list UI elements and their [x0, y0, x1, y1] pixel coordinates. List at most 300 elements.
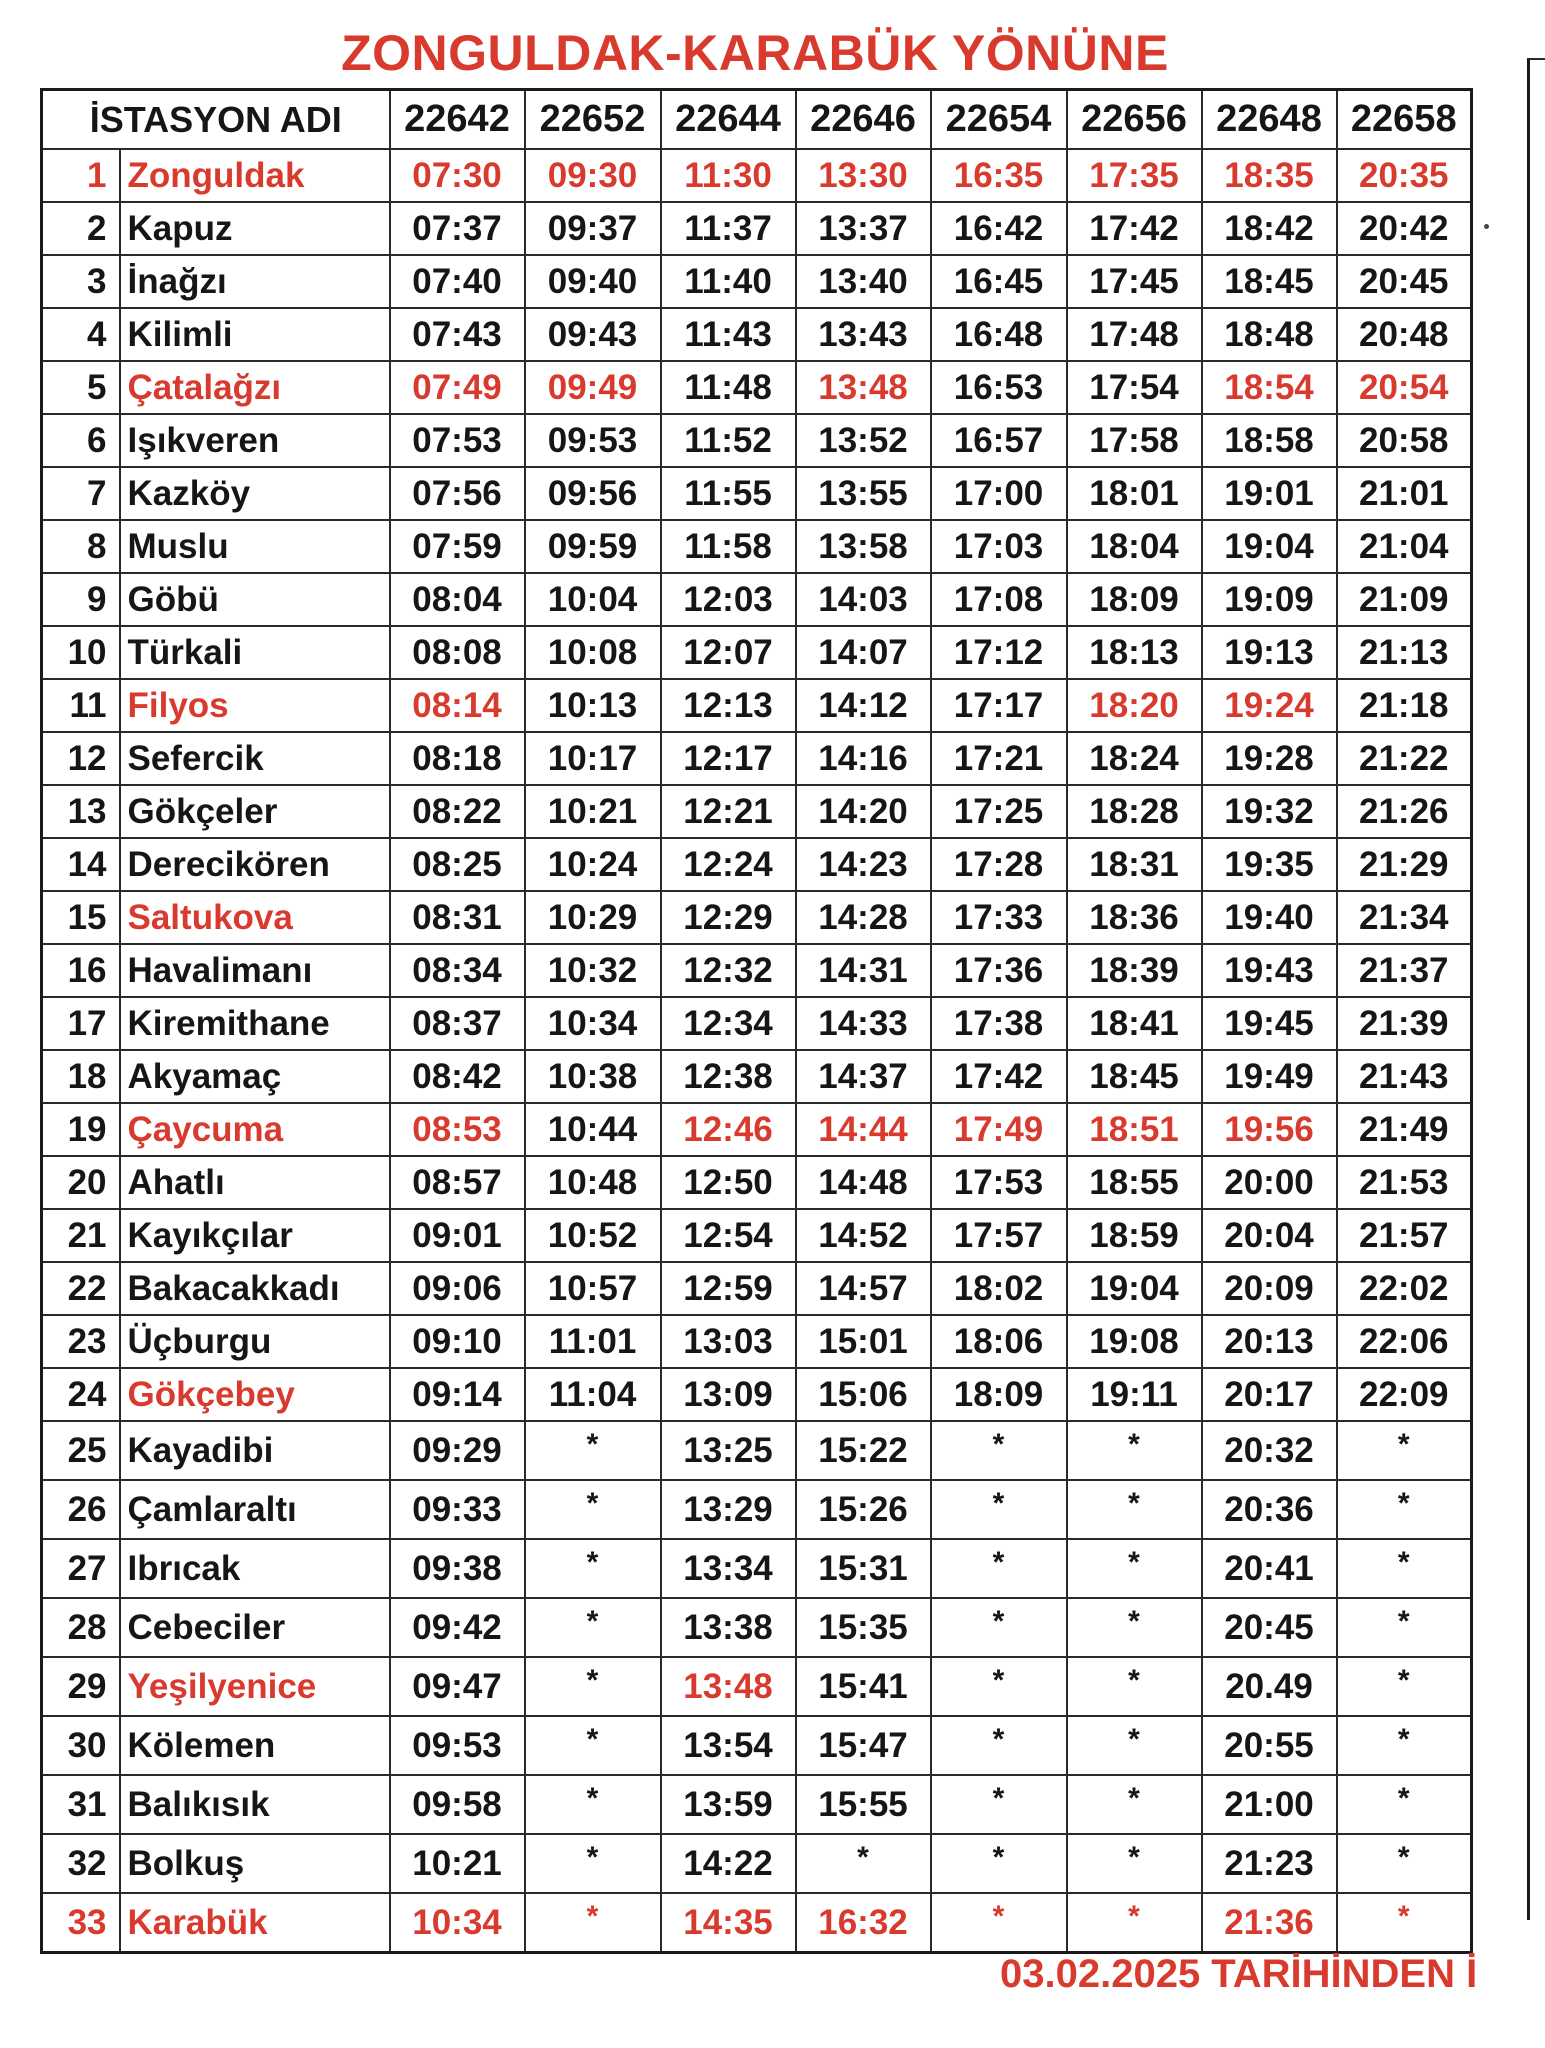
departure-time-cell: 22:02 [1337, 1262, 1472, 1315]
no-stop-cell: * [796, 1834, 931, 1893]
departure-time-cell: 19:13 [1202, 626, 1337, 679]
departure-time-cell: 09:37 [525, 202, 661, 255]
departure-time-cell: 18:04 [1067, 520, 1202, 573]
no-stop-cell: * [931, 1775, 1067, 1834]
departure-time-cell: 18:42 [1202, 202, 1337, 255]
departure-time-cell: 13:55 [796, 467, 931, 520]
departure-time-cell: 21:09 [1337, 573, 1472, 626]
station-number: 25 [42, 1421, 120, 1480]
departure-time-cell: 09:42 [390, 1598, 525, 1657]
station-number: 31 [42, 1775, 120, 1834]
departure-time-cell: 15:31 [796, 1539, 931, 1598]
no-stop-cell: * [1337, 1893, 1472, 1953]
departure-time-cell: 13:59 [661, 1775, 796, 1834]
departure-time-cell: 18:45 [1067, 1050, 1202, 1103]
departure-time-cell: 21:36 [1202, 1893, 1337, 1953]
departure-time-cell: 21:39 [1337, 997, 1472, 1050]
departure-time-cell: 21:22 [1337, 732, 1472, 785]
departure-time-cell: 14:35 [661, 1893, 796, 1953]
departure-time-cell: 17:00 [931, 467, 1067, 520]
departure-time-cell: 18:28 [1067, 785, 1202, 838]
departure-time-cell: 21:37 [1337, 944, 1472, 997]
departure-time-cell: 18:35 [1202, 149, 1337, 202]
departure-time-cell: 21:26 [1337, 785, 1472, 838]
departure-time-cell: 16:35 [931, 149, 1067, 202]
departure-time-cell: 20:54 [1337, 361, 1472, 414]
departure-time-cell: 07:30 [390, 149, 525, 202]
no-stop-cell: * [1337, 1775, 1472, 1834]
departure-time-cell: 10:34 [390, 1893, 525, 1953]
departure-time-cell: 14:33 [796, 997, 931, 1050]
departure-time-cell: 17:38 [931, 997, 1067, 1050]
station-number: 23 [42, 1315, 120, 1368]
station-number: 6 [42, 414, 120, 467]
no-stop-cell: * [525, 1834, 661, 1893]
departure-time-cell: 22:09 [1337, 1368, 1472, 1421]
no-stop-cell: * [1067, 1539, 1202, 1598]
departure-time-cell: 17:57 [931, 1209, 1067, 1262]
station-name: Kazköy [120, 467, 390, 520]
departure-time-cell: 08:04 [390, 573, 525, 626]
table-row [42, 1775, 1472, 1834]
departure-time-cell: 09:14 [390, 1368, 525, 1421]
no-stop-cell: * [525, 1598, 661, 1657]
departure-time-cell: 09:53 [525, 414, 661, 467]
departure-time-cell: 18:58 [1202, 414, 1337, 467]
departure-time-cell: 10:34 [525, 997, 661, 1050]
station-number: 17 [42, 997, 120, 1050]
departure-time-cell: 08:31 [390, 891, 525, 944]
departure-time-cell: 12:21 [661, 785, 796, 838]
station-name: Kölemen [120, 1716, 390, 1775]
station-name: Üçburgu [120, 1315, 390, 1368]
station-name: Balıkısık [120, 1775, 390, 1834]
departure-time-cell: 11:43 [661, 308, 796, 361]
station-number: 8 [42, 520, 120, 573]
departure-time-cell: 20:42 [1337, 202, 1472, 255]
table-row [42, 308, 1472, 361]
departure-time-cell: 20:55 [1202, 1716, 1337, 1775]
table-row [42, 573, 1472, 626]
page-title: ZONGULDAK-KARABÜK YÖNÜNE [341, 25, 1169, 81]
effective-date-note: 03.02.2025 TARİHİNDEN İ [1000, 1952, 1478, 1996]
station-number: 10 [42, 626, 120, 679]
departure-time-cell: 20:09 [1202, 1262, 1337, 1315]
station-name: Göbü [120, 573, 390, 626]
departure-time-cell: 08:57 [390, 1156, 525, 1209]
no-stop-cell: * [1067, 1657, 1202, 1716]
departure-time-cell: 17:21 [931, 732, 1067, 785]
departure-time-cell: 07:43 [390, 308, 525, 361]
stray-mark [1484, 224, 1489, 229]
departure-time-cell: 21:23 [1202, 1834, 1337, 1893]
table-row [42, 1315, 1472, 1368]
train-number-header: 22648 [1202, 90, 1337, 150]
departure-time-cell: 21:34 [1337, 891, 1472, 944]
no-stop-cell: * [525, 1657, 661, 1716]
departure-time-cell: 18:48 [1202, 308, 1337, 361]
no-stop-cell: * [1067, 1893, 1202, 1953]
no-stop-cell: * [1337, 1716, 1472, 1775]
departure-time-cell: 10:52 [525, 1209, 661, 1262]
station-number: 26 [42, 1480, 120, 1539]
no-stop-cell: * [1337, 1480, 1472, 1539]
no-stop-cell: * [1067, 1716, 1202, 1775]
departure-time-cell: 21:18 [1337, 679, 1472, 732]
station-number: 22 [42, 1262, 120, 1315]
no-stop-cell: * [1337, 1539, 1472, 1598]
station-number: 3 [42, 255, 120, 308]
table-row [42, 202, 1472, 255]
departure-time-cell: 19:11 [1067, 1368, 1202, 1421]
departure-time-cell: 07:40 [390, 255, 525, 308]
station-name: Akyamaç [120, 1050, 390, 1103]
departure-time-cell: 18:09 [931, 1368, 1067, 1421]
station-name: Çamlaraltı [120, 1480, 390, 1539]
table-row [42, 944, 1472, 997]
table-row [42, 1156, 1472, 1209]
departure-time-cell: 13:52 [796, 414, 931, 467]
departure-time-cell: 10:08 [525, 626, 661, 679]
table-row [42, 1716, 1472, 1775]
table-row [42, 997, 1472, 1050]
no-stop-cell: * [931, 1539, 1067, 1598]
departure-time-cell: 12:13 [661, 679, 796, 732]
station-number: 13 [42, 785, 120, 838]
departure-time-cell: 11:55 [661, 467, 796, 520]
departure-time-cell: 09:58 [390, 1775, 525, 1834]
station-name: Gökçebey [120, 1368, 390, 1421]
departure-time-cell: 12:03 [661, 573, 796, 626]
departure-time-cell: 14:48 [796, 1156, 931, 1209]
departure-time-cell: 15:01 [796, 1315, 931, 1368]
departure-time-cell: 20:04 [1202, 1209, 1337, 1262]
departure-time-cell: 09:40 [525, 255, 661, 308]
departure-time-cell: 12:24 [661, 838, 796, 891]
departure-time-cell: 20:48 [1337, 308, 1472, 361]
departure-time-cell: 14:16 [796, 732, 931, 785]
no-stop-cell: * [525, 1716, 661, 1775]
departure-time-cell: 10:29 [525, 891, 661, 944]
departure-time-cell: 07:56 [390, 467, 525, 520]
departure-time-cell: 09:33 [390, 1480, 525, 1539]
departure-time-cell: 08:08 [390, 626, 525, 679]
station-number: 18 [42, 1050, 120, 1103]
station-name: Cebeciler [120, 1598, 390, 1657]
station-name: Sefercik [120, 732, 390, 785]
station-name: Kapuz [120, 202, 390, 255]
no-stop-cell: * [525, 1893, 661, 1953]
table-row [42, 891, 1472, 944]
departure-time-cell: 08:14 [390, 679, 525, 732]
station-number: 19 [42, 1103, 120, 1156]
station-number: 14 [42, 838, 120, 891]
train-number-header: 22644 [661, 90, 796, 150]
train-number-header: 22652 [525, 90, 661, 150]
no-stop-cell: * [1067, 1598, 1202, 1657]
departure-time-cell: 08:22 [390, 785, 525, 838]
station-number: 28 [42, 1598, 120, 1657]
departure-time-cell: 10:13 [525, 679, 661, 732]
departure-time-cell: 10:21 [525, 785, 661, 838]
departure-time-cell: 16:53 [931, 361, 1067, 414]
departure-time-cell: 08:53 [390, 1103, 525, 1156]
departure-time-cell: 20:45 [1202, 1598, 1337, 1657]
station-name: Çatalağzı [120, 361, 390, 414]
departure-time-cell: 18:41 [1067, 997, 1202, 1050]
departure-time-cell: 09:10 [390, 1315, 525, 1368]
departure-time-cell: 10:48 [525, 1156, 661, 1209]
departure-time-cell: 17:42 [1067, 202, 1202, 255]
departure-time-cell: 17:58 [1067, 414, 1202, 467]
departure-time-cell: 14:03 [796, 573, 931, 626]
departure-time-cell: 19:04 [1202, 520, 1337, 573]
departure-time-cell: 19:32 [1202, 785, 1337, 838]
departure-time-cell: 17:45 [1067, 255, 1202, 308]
next-table-edge [1527, 58, 1545, 1920]
departure-time-cell: 09:47 [390, 1657, 525, 1716]
no-stop-cell: * [931, 1893, 1067, 1953]
departure-time-cell: 11:30 [661, 149, 796, 202]
no-stop-cell: * [931, 1598, 1067, 1657]
departure-time-cell: 13:48 [796, 361, 931, 414]
departure-time-cell: 21:01 [1337, 467, 1472, 520]
departure-time-cell: 12:17 [661, 732, 796, 785]
departure-time-cell: 11:52 [661, 414, 796, 467]
station-name-header: İSTASYON ADI [42, 90, 390, 150]
departure-time-cell: 12:07 [661, 626, 796, 679]
departure-time-cell: 13:03 [661, 1315, 796, 1368]
table-row [42, 1480, 1472, 1539]
station-name: Ahatlı [120, 1156, 390, 1209]
departure-time-cell: 18:09 [1067, 573, 1202, 626]
departure-time-cell: 20.49 [1202, 1657, 1337, 1716]
departure-time-cell: 10:17 [525, 732, 661, 785]
no-stop-cell: * [931, 1480, 1067, 1539]
departure-time-cell: 13:30 [796, 149, 931, 202]
departure-time-cell: 18:59 [1067, 1209, 1202, 1262]
table-row [42, 1539, 1472, 1598]
departure-time-cell: 18:39 [1067, 944, 1202, 997]
departure-time-cell: 08:42 [390, 1050, 525, 1103]
departure-time-cell: 12:34 [661, 997, 796, 1050]
no-stop-cell: * [525, 1539, 661, 1598]
departure-time-cell: 11:01 [525, 1315, 661, 1368]
table-row [42, 1834, 1472, 1893]
no-stop-cell: * [525, 1775, 661, 1834]
departure-time-cell: 21:04 [1337, 520, 1472, 573]
departure-time-cell: 18:20 [1067, 679, 1202, 732]
departure-time-cell: 12:54 [661, 1209, 796, 1262]
departure-time-cell: 20:32 [1202, 1421, 1337, 1480]
departure-time-cell: 16:45 [931, 255, 1067, 308]
station-name: Saltukova [120, 891, 390, 944]
departure-time-cell: 20:13 [1202, 1315, 1337, 1368]
station-number: 1 [42, 149, 120, 202]
table-row [42, 679, 1472, 732]
station-name: Derecikören [120, 838, 390, 891]
departure-time-cell: 19:01 [1202, 467, 1337, 520]
departure-time-cell: 15:26 [796, 1480, 931, 1539]
departure-time-cell: 17:25 [931, 785, 1067, 838]
departure-time-cell: 09:01 [390, 1209, 525, 1262]
departure-time-cell: 18:55 [1067, 1156, 1202, 1209]
departure-time-cell: 09:30 [525, 149, 661, 202]
no-stop-cell: * [1067, 1775, 1202, 1834]
station-number: 7 [42, 467, 120, 520]
departure-time-cell: 17:35 [1067, 149, 1202, 202]
departure-time-cell: 17:17 [931, 679, 1067, 732]
departure-time-cell: 17:08 [931, 573, 1067, 626]
train-number-header: 22658 [1337, 90, 1472, 150]
departure-time-cell: 20:45 [1337, 255, 1472, 308]
station-number: 11 [42, 679, 120, 732]
table-row [42, 785, 1472, 838]
departure-time-cell: 15:41 [796, 1657, 931, 1716]
departure-time-cell: 08:37 [390, 997, 525, 1050]
departure-time-cell: 09:06 [390, 1262, 525, 1315]
departure-time-cell: 10:21 [390, 1834, 525, 1893]
departure-time-cell: 10:32 [525, 944, 661, 997]
departure-time-cell: 08:34 [390, 944, 525, 997]
train-number-header: 22654 [931, 90, 1067, 150]
no-stop-cell: * [525, 1480, 661, 1539]
departure-time-cell: 17:03 [931, 520, 1067, 573]
station-name: Kayadibi [120, 1421, 390, 1480]
departure-time-cell: 10:44 [525, 1103, 661, 1156]
departure-time-cell: 09:49 [525, 361, 661, 414]
station-name: Çaycuma [120, 1103, 390, 1156]
station-number: 33 [42, 1893, 120, 1953]
table-row [42, 838, 1472, 891]
departure-time-cell: 17:42 [931, 1050, 1067, 1103]
departure-time-cell: 09:56 [525, 467, 661, 520]
departure-time-cell: 14:23 [796, 838, 931, 891]
table-row [42, 1657, 1472, 1716]
table-row [42, 1598, 1472, 1657]
departure-time-cell: 14:28 [796, 891, 931, 944]
station-number: 9 [42, 573, 120, 626]
departure-time-cell: 21:57 [1337, 1209, 1472, 1262]
station-name: Karabük [120, 1893, 390, 1953]
departure-time-cell: 13:58 [796, 520, 931, 573]
table-row [42, 361, 1472, 414]
timetable [40, 88, 1473, 1954]
departure-time-cell: 14:37 [796, 1050, 931, 1103]
departure-time-cell: 19:08 [1067, 1315, 1202, 1368]
no-stop-cell: * [1067, 1834, 1202, 1893]
departure-time-cell: 17:28 [931, 838, 1067, 891]
departure-time-cell: 18:36 [1067, 891, 1202, 944]
no-stop-cell: * [1337, 1421, 1472, 1480]
station-number: 12 [42, 732, 120, 785]
table-header-row [42, 90, 1472, 150]
table-row [42, 1421, 1472, 1480]
station-name: Gökçeler [120, 785, 390, 838]
departure-time-cell: 21:13 [1337, 626, 1472, 679]
departure-time-cell: 11:58 [661, 520, 796, 573]
departure-time-cell: 19:04 [1067, 1262, 1202, 1315]
departure-time-cell: 07:49 [390, 361, 525, 414]
table-row [42, 255, 1472, 308]
station-number: 15 [42, 891, 120, 944]
departure-time-cell: 21:43 [1337, 1050, 1472, 1103]
departure-time-cell: 22:06 [1337, 1315, 1472, 1368]
table-row [42, 520, 1472, 573]
departure-time-cell: 19:45 [1202, 997, 1337, 1050]
train-number-header: 22646 [796, 90, 931, 150]
departure-time-cell: 09:29 [390, 1421, 525, 1480]
departure-time-cell: 10:24 [525, 838, 661, 891]
departure-time-cell: 21:00 [1202, 1775, 1337, 1834]
departure-time-cell: 14:52 [796, 1209, 931, 1262]
departure-time-cell: 19:09 [1202, 573, 1337, 626]
no-stop-cell: * [1067, 1421, 1202, 1480]
station-name: Kilimli [120, 308, 390, 361]
train-number-header: 22656 [1067, 90, 1202, 150]
departure-time-cell: 20:58 [1337, 414, 1472, 467]
departure-time-cell: 15:22 [796, 1421, 931, 1480]
station-number: 16 [42, 944, 120, 997]
departure-time-cell: 10:38 [525, 1050, 661, 1103]
departure-time-cell: 17:36 [931, 944, 1067, 997]
departure-time-cell: 13:48 [661, 1657, 796, 1716]
table-row [42, 1103, 1472, 1156]
departure-time-cell: 19:56 [1202, 1103, 1337, 1156]
departure-time-cell: 12:46 [661, 1103, 796, 1156]
departure-time-cell: 11:37 [661, 202, 796, 255]
departure-time-cell: 14:44 [796, 1103, 931, 1156]
no-stop-cell: * [931, 1834, 1067, 1893]
no-stop-cell: * [1337, 1598, 1472, 1657]
no-stop-cell: * [931, 1657, 1067, 1716]
table-row [42, 732, 1472, 785]
departure-time-cell: 14:57 [796, 1262, 931, 1315]
table-row [42, 1209, 1472, 1262]
departure-time-cell: 12:38 [661, 1050, 796, 1103]
departure-time-cell: 20:00 [1202, 1156, 1337, 1209]
departure-time-cell: 17:54 [1067, 361, 1202, 414]
departure-time-cell: 18:06 [931, 1315, 1067, 1368]
station-number: 29 [42, 1657, 120, 1716]
departure-time-cell: 18:31 [1067, 838, 1202, 891]
station-name: Ibrıcak [120, 1539, 390, 1598]
station-number: 4 [42, 308, 120, 361]
no-stop-cell: * [525, 1421, 661, 1480]
departure-time-cell: 15:47 [796, 1716, 931, 1775]
departure-time-cell: 08:25 [390, 838, 525, 891]
departure-time-cell: 17:33 [931, 891, 1067, 944]
station-number: 24 [42, 1368, 120, 1421]
table-row [42, 1368, 1472, 1421]
timetable-body [42, 149, 1472, 1953]
departure-time-cell: 15:55 [796, 1775, 931, 1834]
table-row [42, 626, 1472, 679]
departure-time-cell: 14:07 [796, 626, 931, 679]
departure-time-cell: 21:49 [1337, 1103, 1472, 1156]
station-number: 32 [42, 1834, 120, 1893]
table-row [42, 1893, 1472, 1953]
departure-time-cell: 17:12 [931, 626, 1067, 679]
departure-time-cell: 13:43 [796, 308, 931, 361]
no-stop-cell: * [1067, 1480, 1202, 1539]
departure-time-cell: 19:40 [1202, 891, 1337, 944]
station-name: Işıkveren [120, 414, 390, 467]
station-name: Havalimanı [120, 944, 390, 997]
departure-time-cell: 10:04 [525, 573, 661, 626]
station-name: Muslu [120, 520, 390, 573]
departure-time-cell: 16:42 [931, 202, 1067, 255]
